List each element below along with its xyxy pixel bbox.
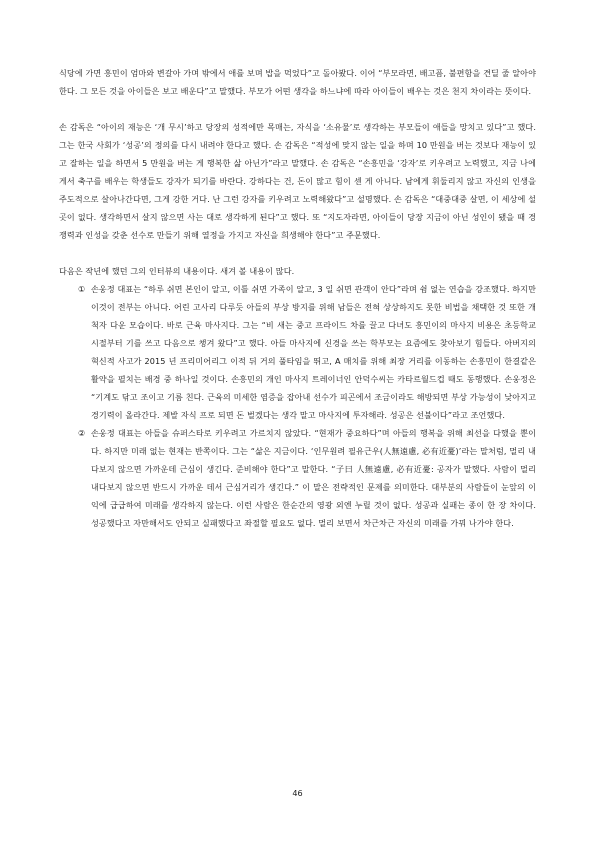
document-body — [59, 64, 536, 532]
list-item-text: 손웅정 대표는 “하루 쉬면 본인이 알고, 이틀 쉬면 가족이 알고, 3 일 쉬면 관객이 안다”라며 쉼 없는 연습을 강조했다. 하지만 이것이 전부는 아니다. 어린 고사리 다루듯 아들의 부상 방지를 위해 남들은 전혀 상상하지도 못한 비법을 채택한 것 또한 개척자 다운 모습이다. 바로 근육 마사지다. 그는 “비 새는 중고 프라이드 차를 끌고 다녀도 흥민이의 마사지 비용은 초등학교 시절부터 기를 쓰고 다음으로 챙겨 왔다”고 했다. 아들 마사지에 신경을 쓰는 학부모는 요즘에도 찾아보기 힘들다. 아버지의 혁신적 사고가 2015 년 프리미어리그 이적 뒤 거의 풀타임을 뛰고, A 매치를 위해 최장 거리를 이동하는 손흥민이 한결같은 활약을 펼치는 배경 중 하나일 것이다. 손흥민의 개인 마사지 트레이너인 안덕수씨는 카타르월드컵 때도 동행했다. 손웅정은 “기계도 닦고 조이고 기름 친다. 근육의 미세한 염증을 잡아내 선수가 피곤에서 조금이라도 해방되면 부상 가능성이 낮아지고 경기력이 올라간다. 제발 자식 프로 되면 돈 벌겠다는 생각 말고 마사지에 투자해라. 성공은 선불이다”라고 조언했다. — [91, 284, 536, 420]
paragraph-spacer — [59, 244, 536, 262]
list-item-number: ② — [78, 428, 86, 438]
list-item — [59, 280, 536, 424]
paragraph: 손 감독은 “아이의 재능은 ‘개 무시’하고 당장의 성적에만 목매는, 자식을 ‘소유물’로 생각하는 부모들이 애들을 망치고 있다”고 했다. 그는 한국 사회가 ‘성공’의 정의를 다시 내려야 한다고 했다. 손 감독은 “적성에 맞지 않는 일을 하며 10 만원을 버는 것보다 재능이 있고 잘하는 일을 하면서 5 만원을 버는 게 행복한 삶 아닌가”라고 말했다. 손 감독은 “손흥민을 ‘강자’로 키우려고 노력했고, 지금 나에게서 축구를 배우는 학생들도 강자가 되기를 바란다. 강하다는 건, 돈이 많고 힘이 센 게 아니다. 남에게 휘둘리지 않고 자신의 인생을 주도적으로 살아나간다면, 그게 강한 거다. 난 그런 강자를 키우려고 노력해왔다”고 설명했다. 손 감독은 “대중대중 살면, 이 세상에 설 곳이 없다. 생각하면서 살지 않으면 사는 대로 생각하게 된다”고 했다. 또 “지도자라면, 아이들이 당장 지금이 아닌 성인이 됐을 때 경쟁력과 인성을 갖춘 선수로 만들기 위해 열정을 가지고 자신을 희생해야 한다”고 주문했다. — [59, 122, 536, 240]
list-item-text: 손웅정 대표는 아들을 슈퍼스타로 키우려고 가르치지 않았다. “현재가 중요하다”며 아들의 행복을 위해 최선을 다했을 뿐이다. 하지만 미래 없는 현재는 반쪽이다. 그는 “삶은 지금이다. ‘인무원려 필유근우(人無遠慮, 必有近憂)’라는 말처럼, 멀리 내다보지 않으면 가까운데 근심이 생긴다. 준비해야 한다”고 말한다. “子曰 人無遠慮, 必有近憂: 공자가 말했다. 사람이 멀리 내다보지 않으면 반드시 가까운 데서 근심거리가 생긴다.” 이 말은 전략적인 문제를 의미한다. 대부분의 사람들이 눈앞의 이익에 급급하여 미래를 생각하지 않는다. 이런 사람은 한순간의 영광 외엔 누릴 것이 없다. 성공과 실패는 종이 한 장 차이다. 성공했다고 자만해서도 안되고 실패했다고 좌절할 필요도 없다. 멀리 보면서 차근차근 자신의 미래를 가꿔 나가야 한다. — [91, 428, 536, 528]
paragraph-spacer — [59, 100, 536, 118]
paragraph: 식당에 가면 흥민이 엄마와 변갈아 가며 밖에서 애를 보며 밥을 먹었다”고 돌아봤다. 이어 “부모라면, 배고픔, 불편함을 견딜 줄 알아야 한다. 그 모든 것을 아이들은 보고 배운다”고 말했다. 부모가 어떤 생각을 하느냐에 따라 아이들이 배우는 것은 천지 차이라는 뜻이다. — [59, 68, 536, 96]
list-item-number: ① — [78, 284, 86, 294]
list-item — [59, 424, 536, 532]
paragraph: 다음은 작년에 했던 그의 인터뷰의 내용이다. 새겨 볼 내용이 많다. — [59, 266, 295, 276]
page-number: 46 — [292, 788, 303, 798]
